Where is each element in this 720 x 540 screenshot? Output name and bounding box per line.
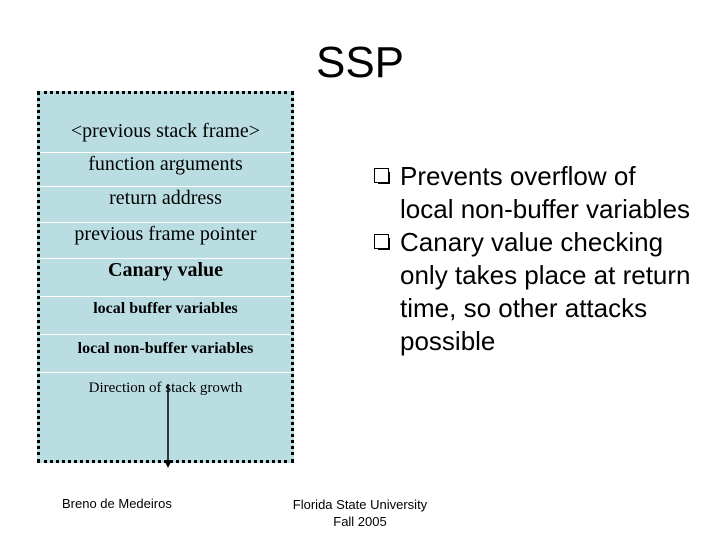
bullet-item (372, 226, 692, 358)
stack-row-local-buffer-variables: local buffer variables (40, 296, 291, 326)
stack-row-local-non-buffer-variables: local non-buffer variables (40, 334, 291, 370)
bullet-item (372, 160, 692, 226)
footer-institution-block (270, 496, 450, 530)
stack-row-previous-frame-pointer: previous frame pointer (40, 222, 291, 252)
slide-title: SSP (315, 38, 405, 87)
stack-diagram (37, 91, 294, 463)
stack-row-canary-value: Canary value (40, 258, 291, 288)
bullet-text: Prevents overflow of local non-buffer variables (400, 161, 691, 224)
stack-row-function-arguments: function arguments (40, 152, 291, 182)
bullet-text: Canary value checking only takes place at return time, so other attacks possible (400, 227, 691, 356)
bullet-list (372, 160, 692, 358)
checkbox-bullet-icon (374, 234, 389, 249)
footer-term: Fall 2005 (333, 514, 387, 529)
stack-row-return-address: return address (40, 186, 291, 216)
checkbox-bullet-icon (374, 168, 389, 183)
footer-institution: Florida State University (292, 497, 428, 512)
footer-author: Breno de Medeiros (62, 496, 172, 511)
stack-row-previous-frame: <previous stack frame> (70, 120, 261, 142)
stack-growth-label: Direction of stack growth (40, 372, 291, 400)
stack-growth-arrow (158, 379, 178, 459)
